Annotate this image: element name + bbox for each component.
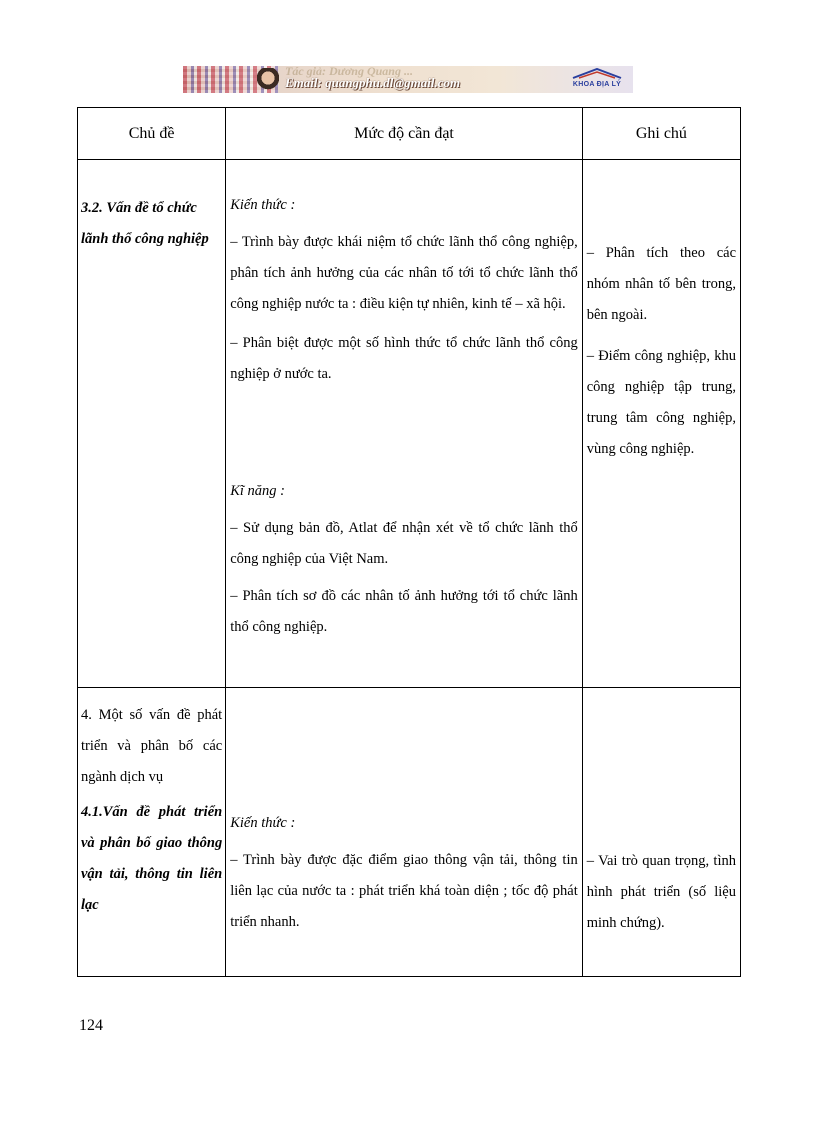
note-item: – Phân tích theo các nhóm nhân tố bên trong, bên ngoài. xyxy=(586,245,736,323)
knowledge-item: – Trình bày được khái niệm tổ chức lãnh thổ công nghiệp, phân tích ảnh hưởng của các nhân tố tới tổ chức lãnh thổ công nghiệp nước ta : điều kiện tự nhiên, kinh tế – xã hội. xyxy=(230,234,578,312)
banner-email: Email: quangphu.dl@gmail.com xyxy=(285,75,461,90)
knowledge-label: Kiến thức : xyxy=(230,815,296,831)
requirement-cell xyxy=(226,160,583,688)
topic-heading: 4. Một số vấn đề phát triển và phân bố các ngành dịch vụ xyxy=(81,707,223,785)
author-photo xyxy=(257,68,279,93)
topic-cell xyxy=(78,688,226,977)
note-item: – Điểm công nghiệp, khu công nghiệp tập trung, trung tâm công nghiệp, vùng công nghiệp. xyxy=(586,348,736,457)
table-header-row xyxy=(78,108,741,160)
note-item: – Vai trò quan trọng, tình hình phát triển (số liệu minh chứng). xyxy=(586,853,736,931)
logo-roof-icon xyxy=(571,68,623,79)
requirement-cell xyxy=(226,688,583,977)
header-requirement: Mức độ cần đạt xyxy=(226,108,583,160)
page-number: 124 xyxy=(79,1017,103,1034)
knowledge-item: – Trình bày được đặc điểm giao thông vận tải, thông tin liên lạc của nước ta : phát triển khá toàn diện ; tốc độ phát triển nhanh. xyxy=(230,852,578,930)
topic-title: 3.2. Vấn đề tổ chức lãnh thổ công nghiệp xyxy=(81,200,209,247)
topic-subtitle: 4.1.Vấn đề phát triển và phân bố giao thông vận tải, thông tin liên lạc xyxy=(81,804,223,913)
banner-author-name: Tác giả: Dương Quang ... xyxy=(285,66,413,78)
skill-item: – Phân tích sơ đồ các nhân tố ảnh hưởng tới tổ chức lãnh thổ công nghiệp. xyxy=(230,588,578,635)
skill-item: – Sử dụng bản đồ, Atlat để nhận xét về tổ chức lãnh thổ công nghiệp của Việt Nam. xyxy=(230,520,578,567)
logo-text: KHOA ĐỊA LÝ xyxy=(572,81,622,88)
curriculum-table xyxy=(77,107,741,977)
header-topic: Chủ đề xyxy=(78,108,226,160)
faculty-logo xyxy=(565,68,629,91)
skill-label: Kĩ năng : xyxy=(230,483,285,499)
table-row xyxy=(78,688,741,977)
notes-cell xyxy=(582,688,740,977)
header-banner xyxy=(183,66,633,93)
knowledge-item: – Phân biệt được một số hình thức tổ chức lãnh thổ công nghiệp ở nước ta. xyxy=(230,335,578,382)
notes-cell xyxy=(582,160,740,688)
table-row xyxy=(78,160,741,688)
header-notes: Ghi chú xyxy=(582,108,740,160)
topic-cell xyxy=(78,160,226,688)
knowledge-label: Kiến thức : xyxy=(230,197,296,213)
